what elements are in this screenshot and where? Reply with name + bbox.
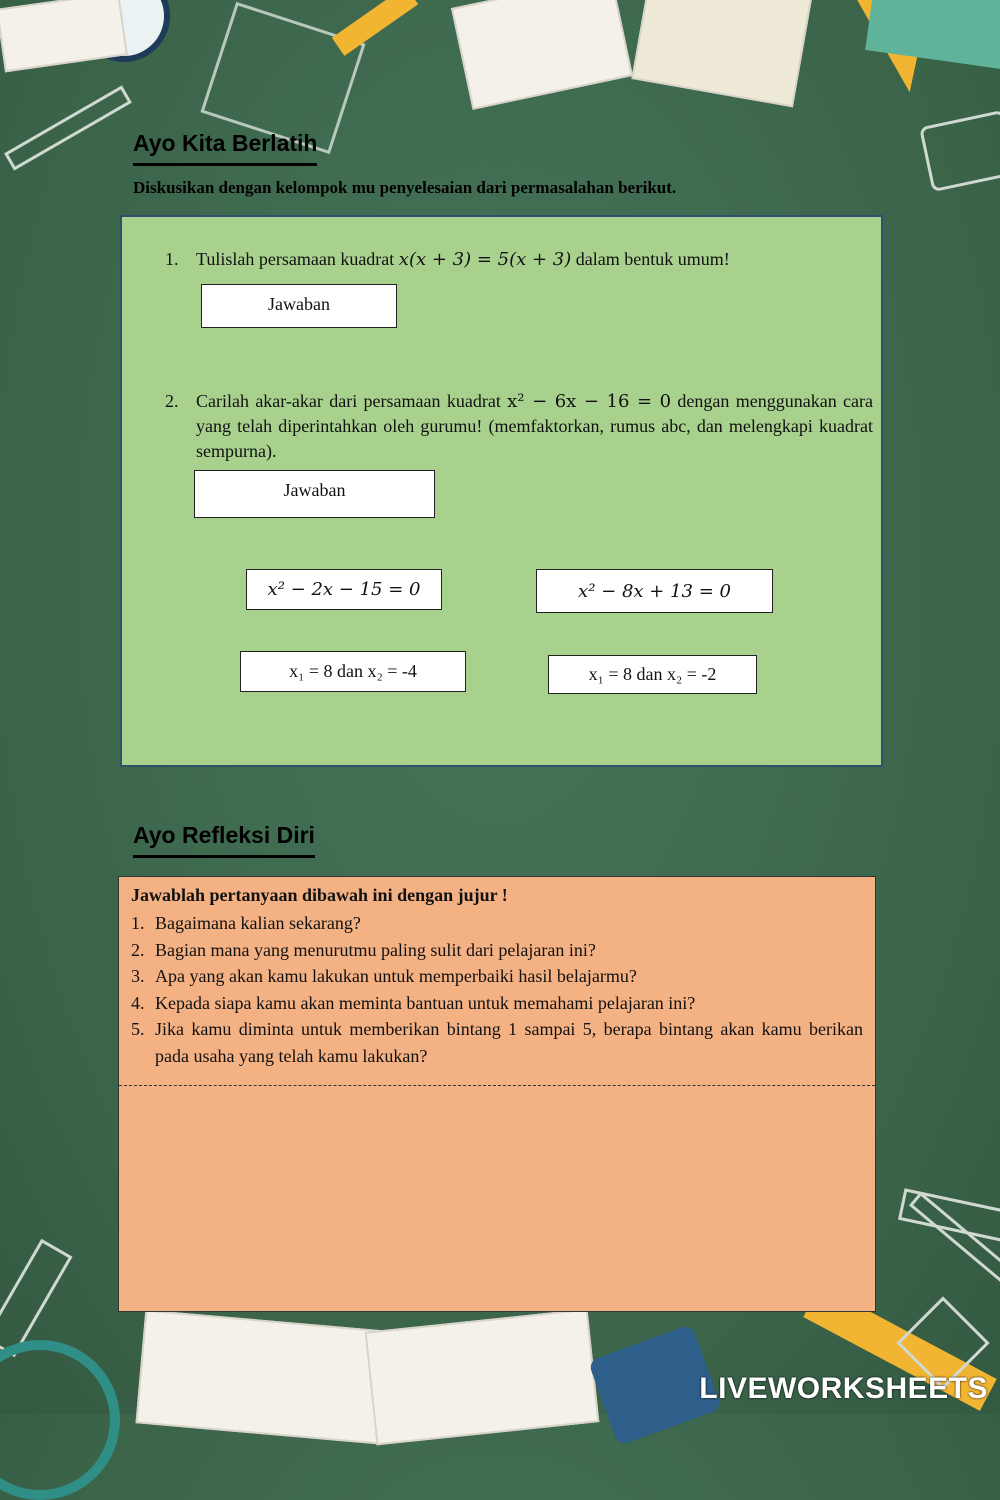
- decor-paper-top-right: [631, 0, 812, 107]
- reflection-answer-area[interactable]: [123, 1091, 871, 1307]
- question-2: [165, 389, 873, 469]
- decor-paper-top-center: [451, 0, 633, 110]
- practice-title: Ayo Kita Berlatih: [133, 130, 317, 166]
- decor-paper-bottom-left: [135, 1310, 388, 1445]
- decor-paper-top-left: [0, 0, 128, 72]
- list-item: [131, 910, 863, 937]
- answer-box-1[interactable]: [201, 284, 397, 328]
- option-roots-2[interactable]: x₁ = 8 dan x₂ = -2: [548, 655, 757, 694]
- decor-box-teal: [865, 0, 1000, 69]
- list-item-number: 4.: [131, 992, 145, 1013]
- list-item: [131, 990, 863, 1017]
- decor-pencil-outline: [4, 85, 132, 170]
- question-1-number: 1.: [165, 249, 179, 269]
- option-roots-1[interactable]: x₁ = 8 dan x₂ = -4: [240, 651, 466, 692]
- list-item-text: Jika kamu diminta untuk memberikan bintang 1 sampai 5, berapa bintang akan kamu berikan pada usaha yang telah kamu lakukan?: [155, 1019, 863, 1066]
- list-item-text: Bagaimana kalian sekarang?: [155, 913, 361, 933]
- list-item-number: 1.: [131, 913, 145, 933]
- question-2-equation: x² − 6x − 16 = 0: [507, 391, 672, 412]
- list-item: [131, 1016, 863, 1069]
- question-2-text-before: Carilah akar-akar dari persamaan kuadrat: [196, 391, 508, 411]
- list-item-text: Bagian mana yang menurutmu paling sulit dari pelajaran ini?: [155, 939, 596, 960]
- list-item-text: Kepada siapa kamu akan meminta bantuan untuk memahami pelajaran ini?: [155, 992, 696, 1013]
- question-1-equation: x(x + 3) = 5(x + 3): [398, 249, 572, 270]
- question-2-number: 2.: [165, 391, 179, 411]
- answer-box-1-label: Jawaban: [268, 294, 330, 314]
- list-item-number: 5.: [131, 1019, 145, 1039]
- reflection-list: [131, 910, 863, 1069]
- reflection-title: Ayo Refleksi Diri: [133, 822, 315, 858]
- decor-ruler-top: [332, 0, 418, 56]
- practice-box: [120, 215, 883, 767]
- answer-box-2-label: Jawaban: [283, 480, 346, 500]
- reflection-heading: Jawablah pertanyaan dibawah ini dengan jujur !: [131, 885, 508, 905]
- answer-box-2[interactable]: [194, 470, 435, 518]
- option-equation-2[interactable]: x² − 8x + 13 = 0: [536, 569, 773, 613]
- list-item-text: Apa yang akan kamu lakukan untuk memperbaiki hasil belajarmu?: [155, 966, 637, 986]
- liveworksheets-logo: LIVEWORKSHEETS: [699, 1372, 988, 1405]
- list-item-number: 2.: [131, 939, 145, 960]
- question-2-text-after: dengan menggunakan cara yang telah diperintahkan oleh gurumu! (memfaktorkan, rumus abc, dan melengkapi kuadrat sempurna).: [196, 391, 873, 461]
- list-item: [131, 937, 863, 964]
- reflection-box: [118, 876, 876, 1312]
- question-1-text-after: dalam bentuk umum!: [571, 249, 730, 269]
- decor-calculator-outline: [919, 110, 1000, 192]
- option-equation-1[interactable]: x² − 2x − 15 = 0: [246, 569, 442, 610]
- list-item: [131, 963, 863, 990]
- reflection-divider: [119, 1085, 875, 1086]
- list-item-number: 3.: [131, 966, 145, 986]
- decor-circle-bottom-left: [0, 1340, 120, 1500]
- decor-paper-bottom-center: [365, 1309, 600, 1446]
- practice-instruction: Diskusikan dengan kelompok mu penyelesaian dari permasalahan berikut.: [133, 178, 677, 197]
- question-1-text-before: Tulislah persamaan kuadrat: [196, 249, 399, 269]
